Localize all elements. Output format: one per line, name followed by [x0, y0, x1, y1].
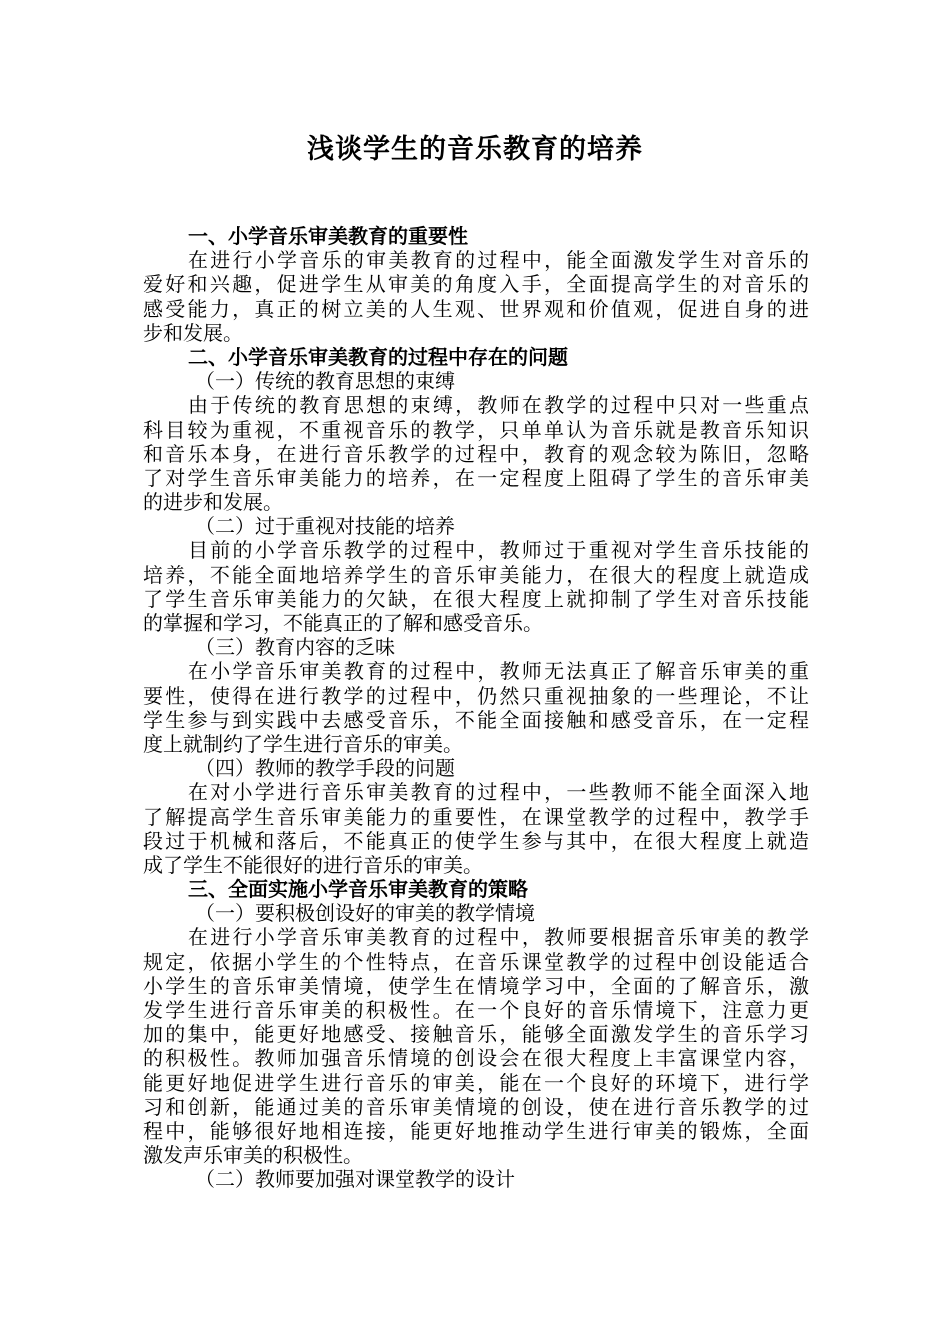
paragraph-line: 感受能力，真正的树立美的人生观、世界观和价值观，促进自身的进 — [143, 296, 809, 321]
paragraph-line: 的进步和发展。 — [143, 490, 283, 515]
paragraph-line: 能更好地促进学生进行音乐的审美，能在一个良好的环境下，进行学 — [143, 1070, 809, 1095]
document-title: 浅谈学生的音乐教育的培养 — [307, 134, 643, 165]
paragraph-line: 在小学音乐审美教育的过程中，教师无法真正了解音乐审美的重 — [188, 659, 809, 684]
paragraph-line: 的掌握和学习，不能真正的了解和感受音乐。 — [143, 611, 543, 635]
paragraph-line: 规定，依据小学生的个性特点，在音乐课堂教学的过程中创设能适合 — [143, 949, 809, 974]
section-heading: 一、小学音乐审美教育的重要性 — [188, 224, 468, 248]
subsection-heading: （一）传统的教育思想的束缚 — [195, 369, 455, 394]
paragraph-line: 段过于机械和落后，不能真正的使学生参与其中，在很大程度上就造 — [143, 828, 809, 853]
paragraph-line: 度上就制约了学生进行音乐的审美。 — [143, 731, 463, 756]
subsection-heading: （二）教师要加强对课堂教学的设计 — [195, 1167, 515, 1192]
paragraph-line: 了解提高学生音乐审美能力的重要性，在课堂教学的过程中，教学手 — [143, 804, 809, 829]
section-heading: 三、全面实施小学音乐审美教育的策略 — [188, 877, 528, 902]
paragraph-line: 了学生音乐审美能力的欠缺，在很大程度上就抑制了学生对音乐技能 — [143, 586, 809, 611]
paragraph-line: 成了学生不能很好的进行音乐的审美。 — [143, 852, 483, 877]
paragraph-line: 发学生进行音乐审美的积极性。在一个良好的音乐情境下，注意力更 — [143, 998, 809, 1022]
paragraph-line: 小学生的音乐审美情境，使学生在情境学习中，全面的了解音乐，激 — [143, 973, 809, 998]
subsection-heading: （四）教师的教学手段的问题 — [195, 756, 455, 781]
paragraph-line: 和音乐本身，在进行音乐教学的过程中，教育的观念较为陈旧，忽略 — [143, 441, 809, 466]
paragraph-line: 培养，不能全面地培养学生的音乐审美能力，在很大的程度上就造成 — [143, 562, 809, 587]
document-body — [143, 224, 809, 1192]
paragraph-line: 步和发展。 — [143, 320, 243, 345]
paragraph-line: 科目较为重视，不重视音乐的教学，只单单认为音乐就是教音乐知识 — [143, 417, 809, 442]
paragraph-line: 爱好和兴趣，促进学生从审美的角度入手，全面提高学生的对音乐的 — [143, 272, 809, 297]
paragraph-line: 在进行小学音乐审美教育的过程中，教师要根据音乐审美的教学 — [188, 925, 809, 950]
paragraph-line: 在对小学进行音乐审美教育的过程中，一些教师不能全面深入地 — [188, 780, 809, 805]
subsection-heading: （三）教育内容的乏味 — [195, 635, 395, 660]
subsection-heading: （二）过于重视对技能的培养 — [195, 514, 455, 539]
subsection-heading: （一）要积极创设好的审美的教学情境 — [195, 901, 535, 926]
paragraph-line: 在进行小学音乐的审美教育的过程中，能全面激发学生对音乐的 — [188, 248, 809, 273]
section-heading: 二、小学音乐审美教育的过程中存在的问题 — [188, 344, 568, 369]
paragraph-line: 习和创新，能通过美的音乐审美情境的创设，使在进行音乐教学的过 — [143, 1094, 809, 1119]
paragraph-line: 激发声乐审美的积极性。 — [143, 1143, 363, 1168]
paragraph-line: 加的集中，能更好地感受、接触音乐，能够全面激发学生的音乐学习 — [143, 1022, 809, 1047]
paragraph-line: 要性，使得在进行教学的过程中，仍然只重视抽象的一些理论，不让 — [143, 683, 809, 708]
paragraph-line: 由于传统的教育思想的束缚，教师在教学的过程中只对一些重点 — [188, 393, 809, 418]
paragraph-line: 学生参与到实践中去感受音乐，不能全面接触和感受音乐，在一定程 — [143, 707, 809, 732]
paragraph-line: 的积极性。教师加强音乐情境的创设会在很大程度上丰富课堂内容， — [143, 1046, 809, 1071]
paragraph-line: 程中，能够很好地相连接，能更好地推动学生进行审美的锻炼，全面 — [143, 1118, 809, 1143]
paragraph-line: 目前的小学音乐教学的过程中，教师过于重视对学生音乐技能的 — [188, 538, 809, 563]
paragraph-line: 了对学生音乐审美能力的培养，在一定程度上阻碍了学生的音乐审美 — [143, 465, 809, 490]
